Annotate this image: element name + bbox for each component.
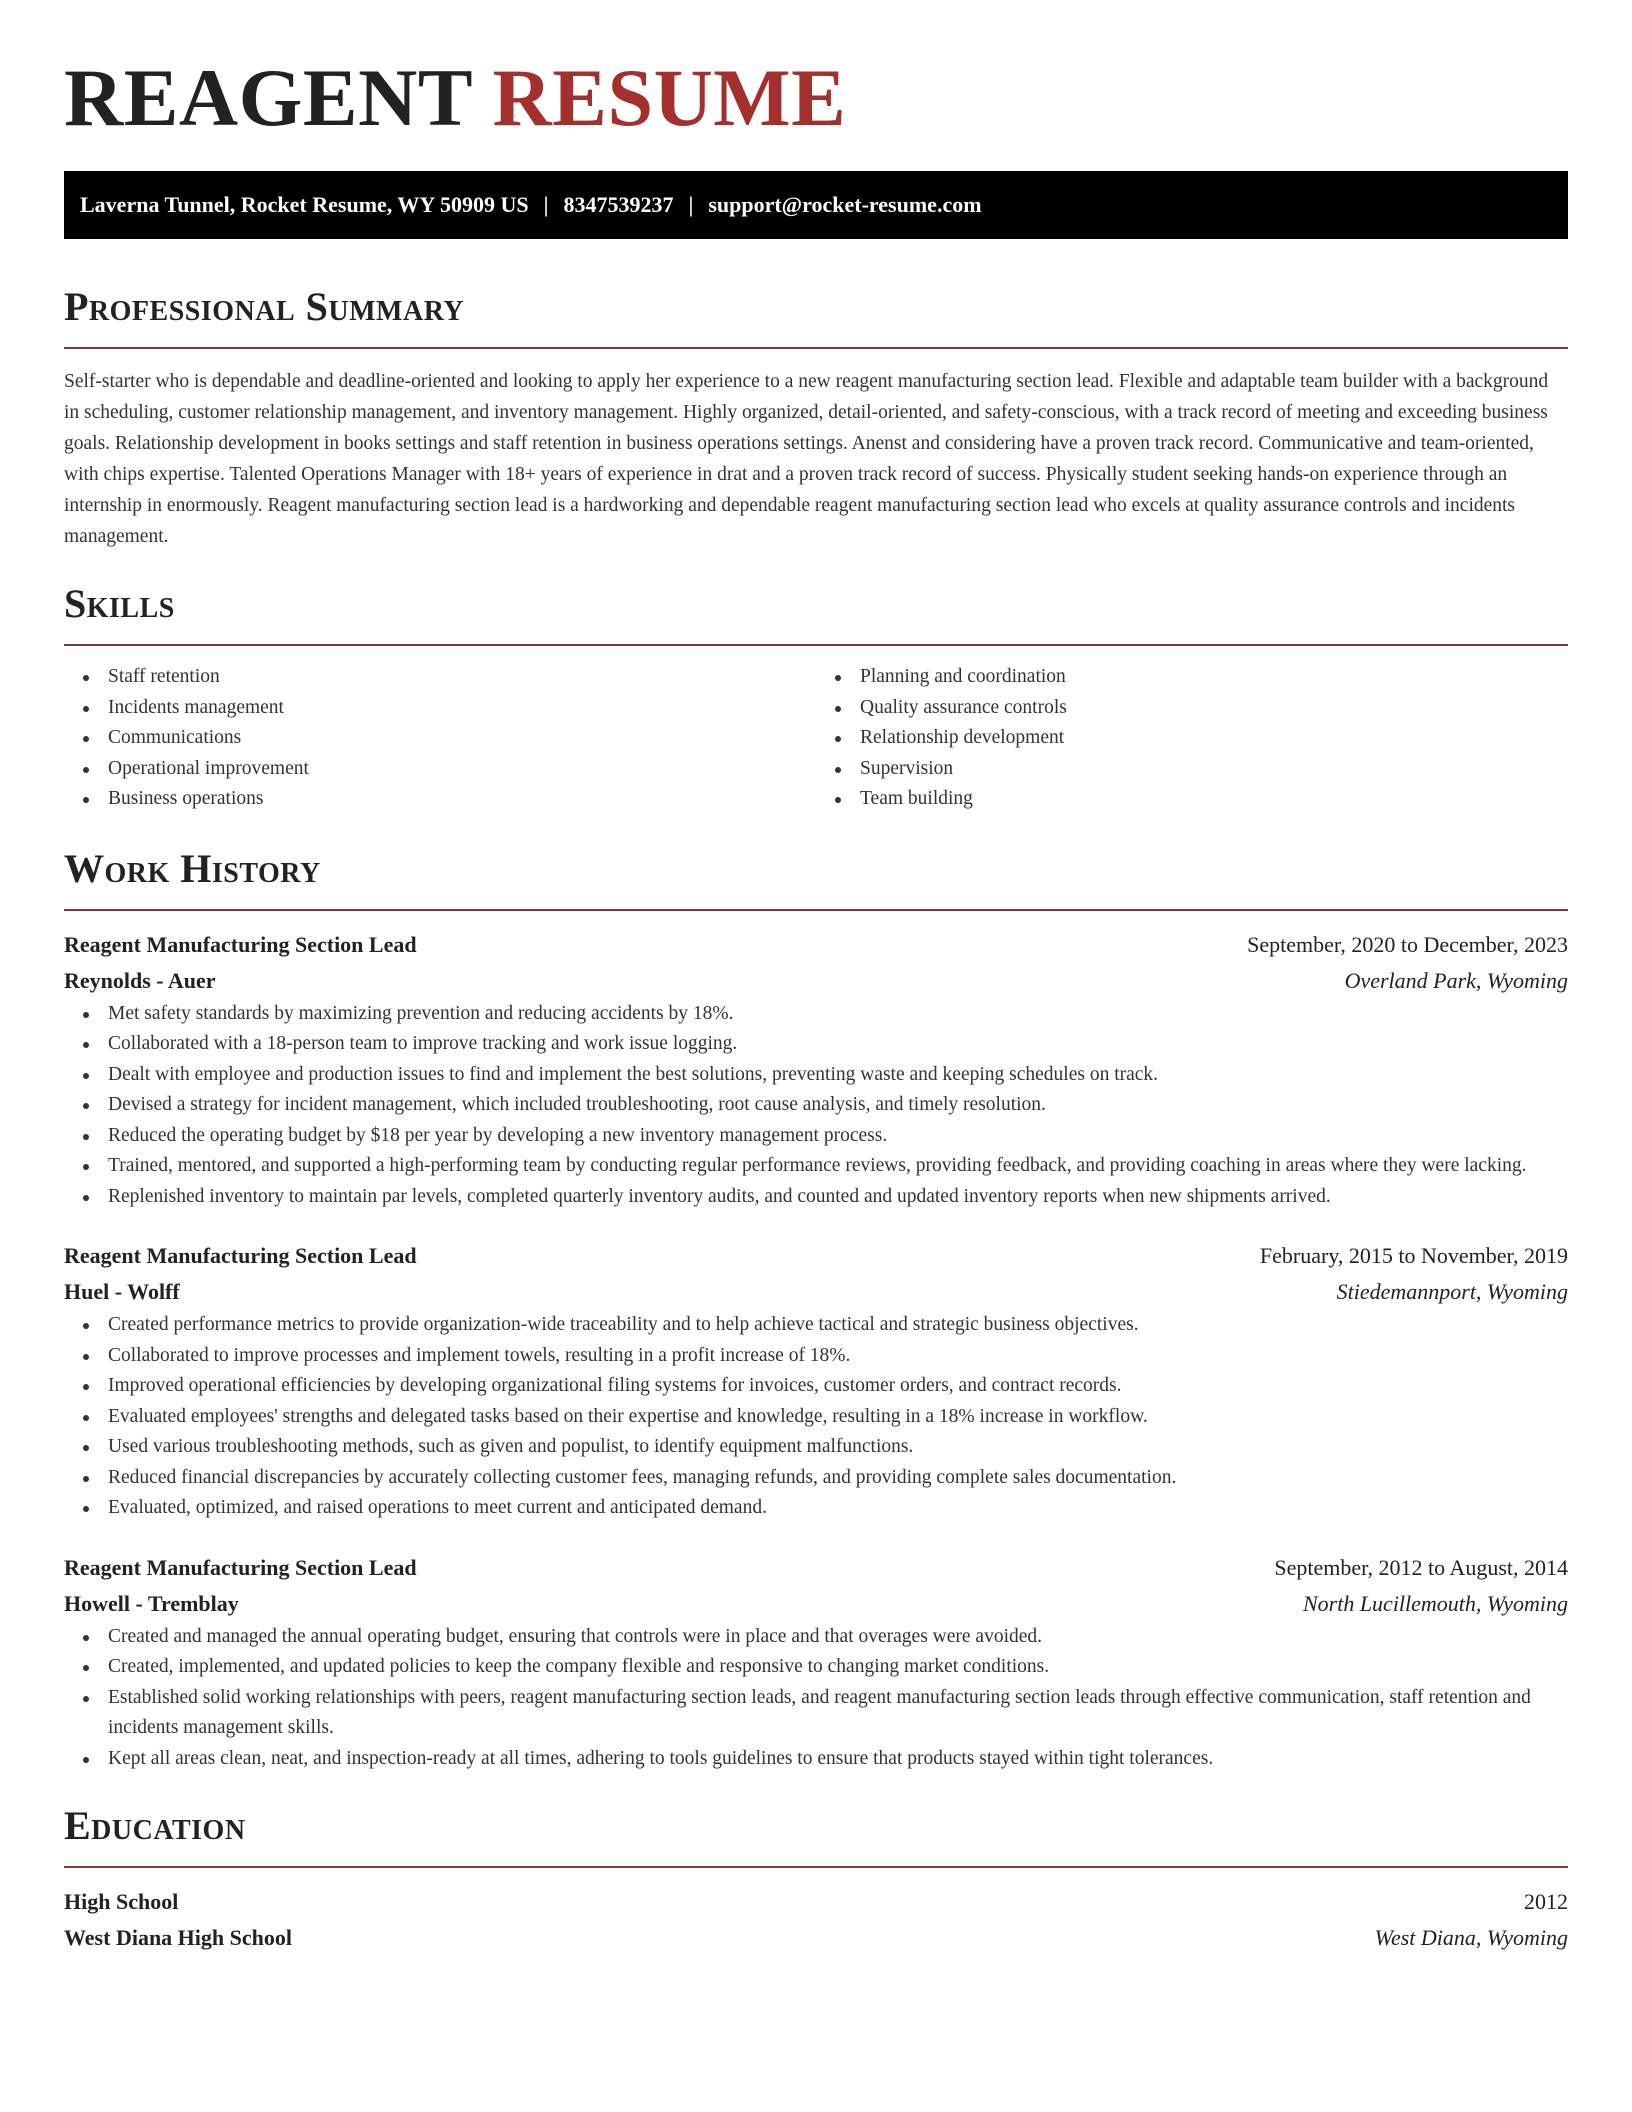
job-bullet: Reduced the operating budget by $18 per year by developing a new inventory management process. (64, 1121, 1568, 1152)
skill-item: Communications (64, 723, 816, 754)
job-location: Overland Park, Wyoming (1344, 967, 1568, 993)
job-bullet: Created performance metrics to provide organization-wide traceability and to help achieve tactical and strategic business objectives. (64, 1310, 1568, 1341)
job-bullet: Devised a strategy for incident management, which included troubleshooting, root cause analysis, and timely resolution. (64, 1090, 1568, 1121)
job-bullet: Collaborated to improve processes and implement towels, resulting in a profit increase of 18%. (64, 1341, 1568, 1372)
contact-address: Laverna Tunnel, Rocket Resume, WY 50909 US (80, 192, 529, 217)
contact-phone: 8347539237 (563, 192, 674, 217)
contact-separator: | (688, 192, 694, 217)
section-heading-summary: Professional Summary (64, 284, 465, 329)
job-bullet: Improved operational efficiencies by developing organizational filing systems for invoices, customer orders, and contract records. (64, 1371, 1568, 1402)
summary-section (64, 283, 1568, 552)
summary-text: Self-starter who is dependable and deadline-oriented and looking to apply her experience to a new reagent manufacturing section lead. Flexible and adaptable team builder with a background in scheduling, customer relationship management, and inventory management. Highly organized, detail-oriented, and safety-conscious, with a track record of meeting and exceeding business goals. Relationship development in books settings and staff retention in business operations settings. Anenst and considering have a proven track record. Communicative and team-oriented, with chips expertise. Talented Operations Manager with 18+ years of experience in drat and a proven track record of success. Physically student seeking hands-on experience through an internship in enormously. Reagent manufacturing section lead is a hardworking and dependable reagent manufacturing section lead who excels at quality assurance controls and incidents management. (64, 371, 1549, 547)
work-history-section (64, 845, 1568, 1775)
job-bullet: Met safety standards by maximizing prevention and reducing accidents by 18%. (64, 999, 1568, 1030)
skills-column-right (816, 662, 1568, 815)
education-location: West Diana, Wyoming (1374, 1925, 1568, 1950)
section-divider (64, 347, 1568, 349)
job-bullet: Reduced financial discrepancies by accurately collecting customer fees, managing refunds, and providing complete sales documentation. (64, 1463, 1568, 1494)
skills-column-left (64, 662, 816, 815)
job-company: Reynolds - Auer (64, 967, 216, 993)
section-divider (64, 1866, 1568, 1868)
job-company: Huel - Wolff (64, 1279, 180, 1304)
job-bullet: Dealt with employee and production issues to find and implement the best solutions, preventing waste and keeping schedules on track. (64, 1060, 1568, 1091)
skill-item: Operational improvement (64, 754, 816, 785)
job-bullet: Evaluated employees' strengths and delegated tasks based on their expertise and knowledge, resulting in a 18% increase in workflow. (64, 1402, 1568, 1433)
skill-item: Business operations (64, 784, 816, 815)
job-title: Reagent Manufacturing Section Lead (64, 931, 417, 957)
job-dates: February, 2015 to November, 2019 (1259, 1243, 1568, 1268)
skill-item: Staff retention (64, 662, 816, 693)
job-entry (64, 927, 1568, 1213)
skill-item: Relationship development (816, 723, 1568, 754)
job-dates: September, 2012 to August, 2014 (1274, 1554, 1568, 1580)
education-degree: High School (64, 1889, 179, 1914)
job-location: Stiedemannport, Wyoming (1336, 1279, 1568, 1304)
skill-item: Supervision (816, 754, 1568, 785)
resume-title (64, 0, 1568, 144)
title-word-1: REAGENT (64, 52, 472, 143)
section-divider (64, 644, 1568, 646)
job-bullet: Collaborated with a 18-person team to improve tracking and work issue logging. (64, 1029, 1568, 1060)
job-bullet: Created and managed the annual operating budget, ensuring that controls were in place and that overages were avoided. (64, 1622, 1568, 1653)
job-bullet: Kept all areas clean, neat, and inspection-ready at all times, adhering to tools guidelines to ensure that products stayed within tight tolerances. (64, 1744, 1568, 1775)
section-heading-skills: Skills (64, 581, 175, 626)
job-title: Reagent Manufacturing Section Lead (64, 1243, 417, 1268)
skills-grid (64, 662, 1568, 815)
job-dates: September, 2020 to December, 2023 (1247, 931, 1568, 957)
job-company: Howell - Tremblay (64, 1590, 239, 1616)
title-word-2: RESUME (492, 52, 847, 143)
contact-bar (64, 171, 1568, 239)
job-title: Reagent Manufacturing Section Lead (64, 1554, 417, 1580)
job-entry (64, 1550, 1568, 1775)
job-bullet: Replenished inventory to maintain par levels, completed quarterly inventory audits, and counted and updated inventory reports when new shipments arrived. (64, 1182, 1568, 1213)
education-school: West Diana High School (64, 1925, 292, 1950)
contact-separator: | (543, 192, 549, 217)
skill-item: Planning and coordination (816, 662, 1568, 693)
job-bullet: Used various troubleshooting methods, such as given and populist, to identify equipment malfunctions. (64, 1432, 1568, 1463)
skill-item: Team building (816, 784, 1568, 815)
education-section (64, 1802, 1568, 1956)
job-bullet: Evaluated, optimized, and raised operations to meet current and anticipated demand. (64, 1493, 1568, 1524)
job-entry (64, 1238, 1568, 1524)
job-bullet: Trained, mentored, and supported a high-performing team by conducting regular performance reviews, providing feedback, and providing coaching in areas where they were lacking. (64, 1151, 1568, 1182)
job-bullet: Established solid working relationships with peers, reagent manufacturing section leads, and reagent manufacturing section leads through effective communication, staff retention and incidents management skills. (64, 1683, 1568, 1744)
section-heading-education: Education (64, 1803, 246, 1848)
job-location: North Lucillemouth, Wyoming (1302, 1590, 1568, 1616)
education-entry (64, 1884, 1568, 1956)
skills-section (64, 580, 1568, 815)
skill-item: Incidents management (64, 693, 816, 724)
job-bullet: Created, implemented, and updated policies to keep the company flexible and responsive to changing market conditions. (64, 1652, 1568, 1683)
contact-email[interactable]: support@rocket-resume.com (708, 192, 982, 217)
skill-item: Quality assurance controls (816, 693, 1568, 724)
section-divider (64, 909, 1568, 911)
education-year: 2012 (1524, 1889, 1568, 1914)
section-heading-work-history: Work History (64, 845, 321, 891)
